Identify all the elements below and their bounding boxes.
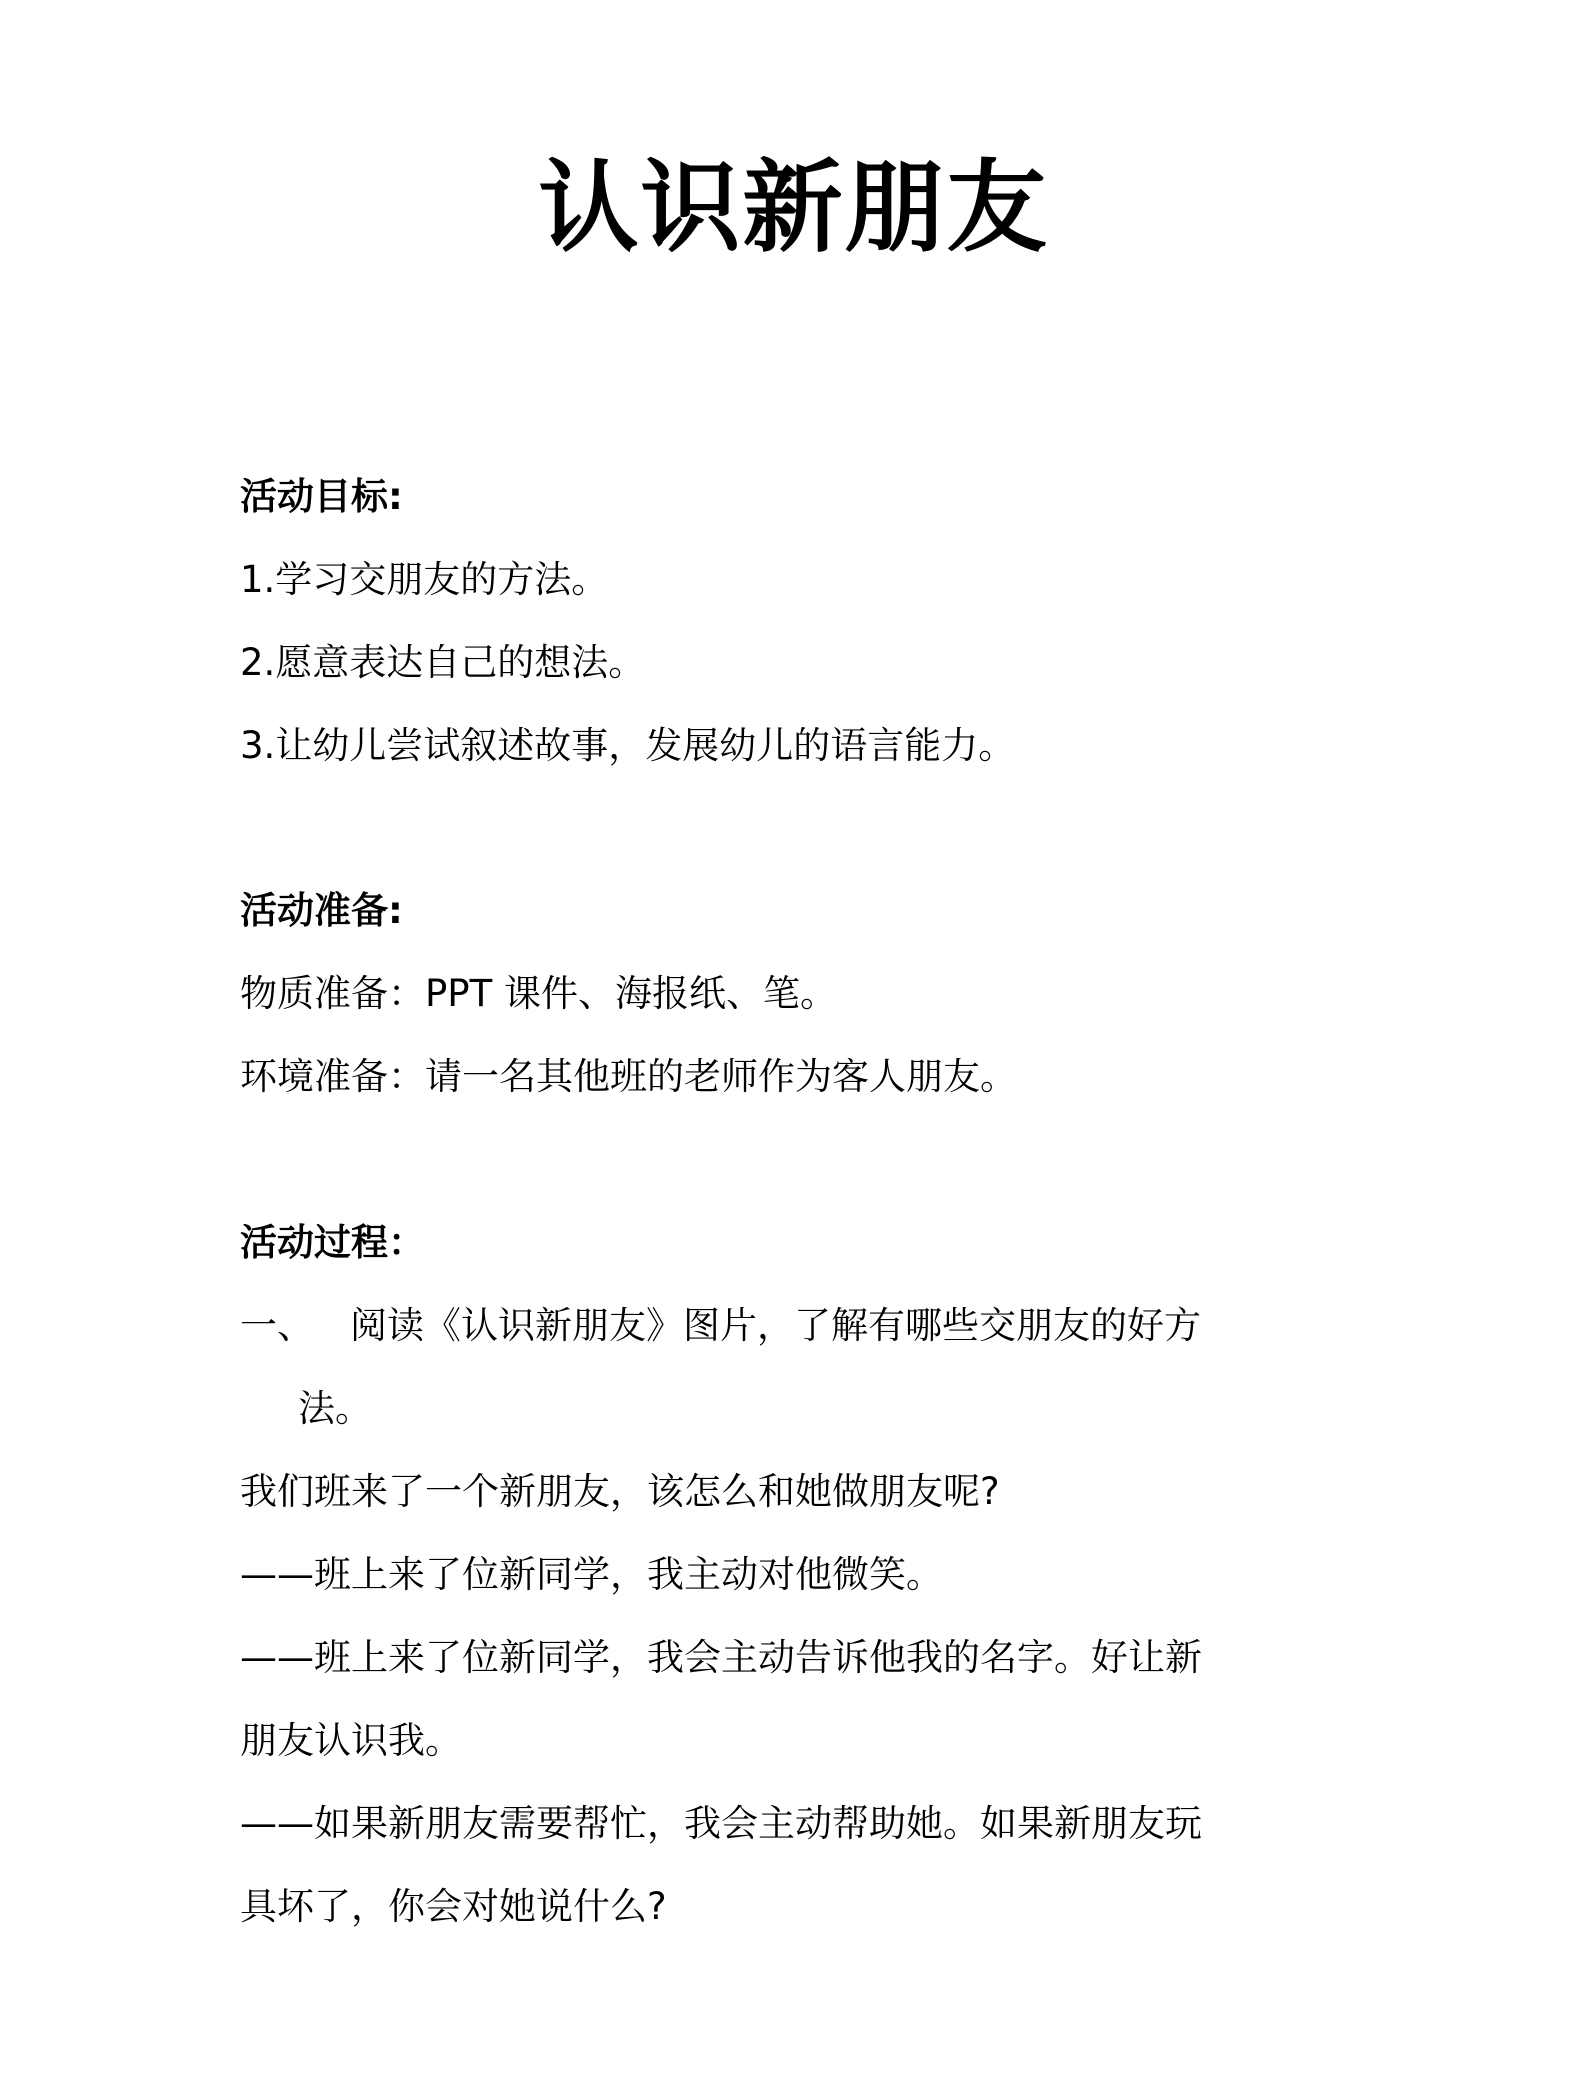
goal-item: 2.愿意表达自己的想法。 — [240, 641, 646, 684]
process-paragraph: 具坏了，你会对她说什么? — [240, 1885, 667, 1928]
section-heading-goals: 活动目标: — [240, 475, 403, 518]
step-text: 阅读《认识新朋友》图片，了解有哪些交朋友的好方 — [350, 1304, 1201, 1347]
preparation-item: 物质准备：PPT 课件、海报纸、笔。 — [240, 972, 837, 1015]
goal-item: 3.让幼儿尝试叙述故事，发展幼儿的语言能力。 — [240, 724, 1016, 767]
section-heading-process: 活动过程： — [240, 1221, 425, 1264]
goal-item: 1.学习交朋友的方法。 — [240, 558, 609, 601]
preparation-item: 环境准备：请一名其他班的老师作为客人朋友。 — [240, 1055, 1017, 1098]
process-paragraph: ——班上来了位新同学，我会主动告诉他我的名字。好让新 — [240, 1636, 1202, 1679]
document-title: 认识新朋友 — [538, 149, 1049, 266]
process-paragraph: 我们班来了一个新朋友，该怎么和她做朋友呢? — [240, 1470, 1000, 1513]
process-step-1 — [240, 1301, 1201, 1351]
process-step-1-continued: 法。 — [298, 1387, 372, 1430]
section-heading-preparation: 活动准备: — [240, 889, 403, 932]
process-paragraph: ——如果新朋友需要帮忙，我会主动帮助她。如果新朋友玩 — [240, 1802, 1202, 1845]
process-paragraph: ——班上来了位新同学，我主动对他微笑。 — [240, 1553, 943, 1596]
step-number: 一、 — [240, 1304, 314, 1347]
process-paragraph: 朋友认识我。 — [240, 1719, 462, 1762]
